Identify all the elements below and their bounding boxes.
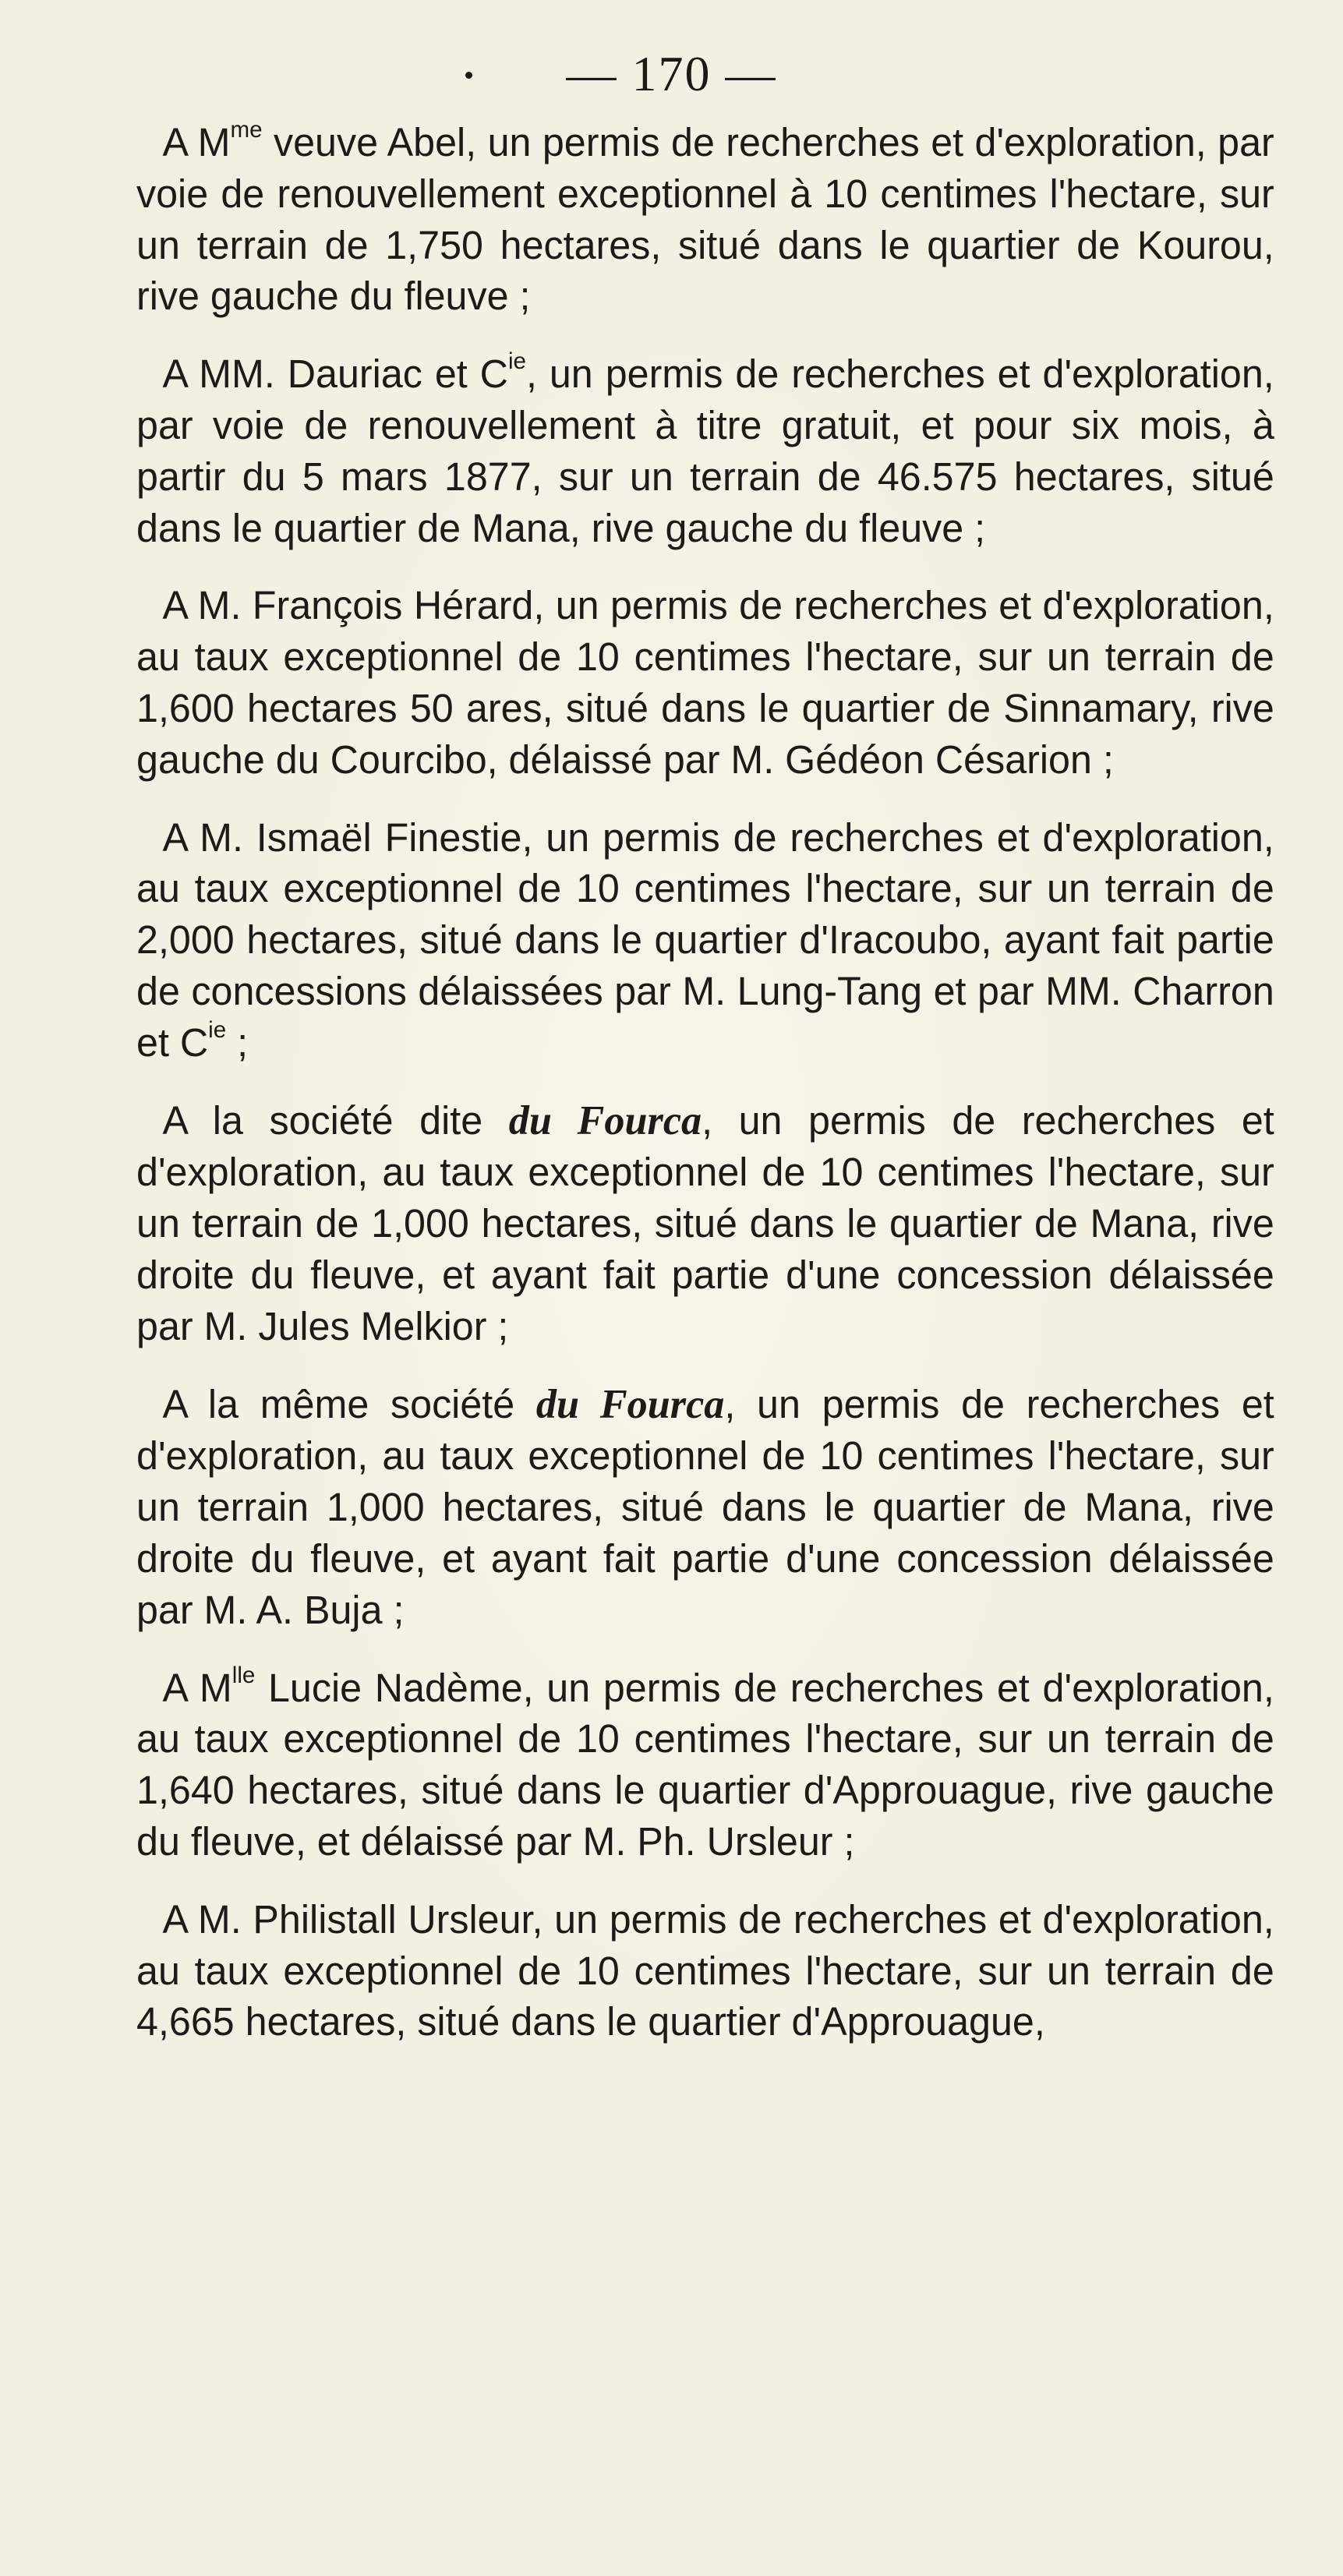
paragraph-text: A M bbox=[162, 1665, 232, 1710]
paragraph bbox=[136, 580, 1274, 785]
paragraph-text: A M bbox=[162, 120, 231, 164]
paragraph-text: veuve Abel, un permis de recherches et d'exploration, par voie de renouvellement exceptionnel à 10 centimes l'hectare, sur un terrain de 1,750 hectares, situé dans le quartier de Kourou, rive gauche du fleuve ; bbox=[136, 120, 1274, 319]
paragraph-text: A MM. Dauriac et C bbox=[162, 352, 508, 397]
superscript-text: lle bbox=[231, 1662, 256, 1688]
paragraph-text: A M. François Hérard, un permis de recherches et d'exploration, au taux exceptionnel de 10 centimes l'hectare, sur un terrain de 1,600 hectares 50 ares, situé dans le quartier de Sinnamary, rive gauche du Courcibo, délaissé par M. Gédéon Césarion ; bbox=[136, 583, 1274, 782]
italic-text: du Fourca bbox=[508, 1097, 702, 1143]
superscript-text: me bbox=[230, 117, 263, 143]
paragraph-text: , un permis de recherches et d'exploration, au taux exceptionnel de 10 centimes l'hectare, sur un terrain 1,000 hectares, situé dans le quartier de Mana, rive droite du fleuve, et ayant fait partie d'une concession délaissée par M. A. Buja ; bbox=[136, 1381, 1274, 1632]
paragraph-text: A M. Ismaël Finestie, un permis de recherches et d'exploration, au taux exceptionnel de 10 centimes l'hectare, sur un terrain de 2,000 hectares, situé dans le quartier d'Iracoubo, ayant fait partie de concessions délaissées par M. Lung-Tang et par MM. Charron et C bbox=[136, 814, 1274, 1065]
paragraph bbox=[136, 1379, 1274, 1636]
paragraph-text: A la société dite bbox=[162, 1097, 509, 1143]
page-number: — 170 — bbox=[566, 46, 777, 101]
paragraph-text: A la même société bbox=[162, 1381, 536, 1426]
superscript-text: ie bbox=[507, 348, 526, 375]
superscript-text: ie bbox=[208, 1016, 227, 1043]
paragraph-text: ; bbox=[226, 1019, 249, 1065]
paragraph bbox=[136, 812, 1274, 1069]
paragraph bbox=[136, 348, 1274, 553]
paragraph-text: A M. Philistall Ursleur, un permis de recherches et d'exploration, au taux exceptionnel de 10 centimes l'hectare, sur un terrain de 4,665 hectares, situé dans le quartier d'Approuague, bbox=[136, 1896, 1274, 2044]
italic-text: du Fourca bbox=[535, 1381, 725, 1427]
paragraph-text: , un permis de recherches et d'exploration, au taux exceptionnel de 10 centimes l'hectare, sur un terrain de 1,000 hectares, situé dans le quartier de Mana, rive droite du fleuve, et ayant fait partie d'une concession délaissée par M. Jules Melkior ; bbox=[136, 1097, 1274, 1348]
page-number-header bbox=[0, 45, 1343, 103]
paragraph-text: , un permis de recherches et d'exploration, par voie de renouvellement à titre gratuit, et pour six mois, à partir du 5 mars 1877, sur un terrain de 46.575 hectares, situé dans le quartier de Mana, rive gauche du fleuve ; bbox=[136, 352, 1274, 550]
document-body bbox=[136, 117, 1274, 2074]
paragraph bbox=[136, 1095, 1274, 1352]
paragraph bbox=[136, 1663, 1274, 1868]
paragraph bbox=[136, 117, 1274, 322]
paragraph bbox=[136, 1894, 1274, 2048]
paragraph-text: Lucie Nadème, un permis de recherches et d'exploration, au taux exceptionnel de 10 centimes l'hectare, sur un terrain de 1,640 hectares, situé dans le quartier d'Approuague, rive gauche du fleuve, et délaissé par M. Ph. Ursleur ; bbox=[136, 1665, 1274, 1864]
ink-dot bbox=[465, 72, 472, 79]
